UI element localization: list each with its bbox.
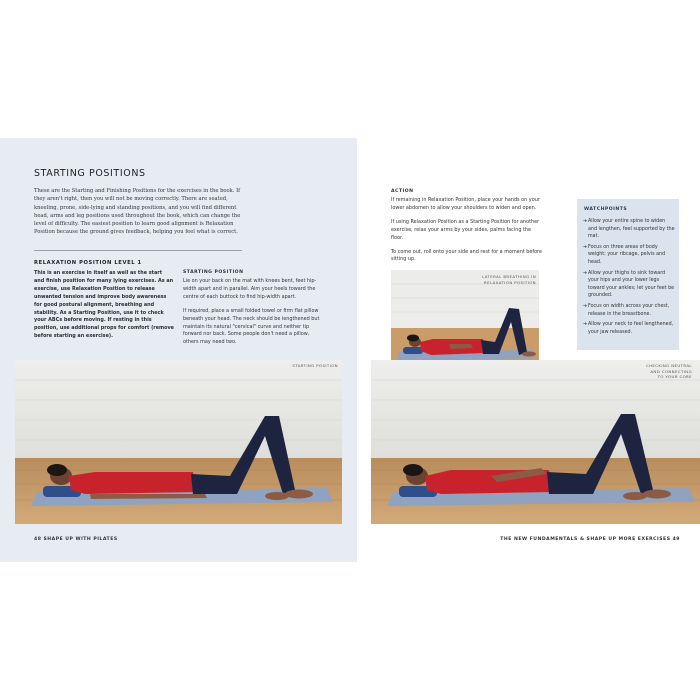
arrow-icon: ➔ (583, 322, 588, 328)
watchpoint-item: ➔ Focus on three areas of body weight: your ribcage, pelvis and head. (583, 244, 666, 265)
section-subtitle: RELAXATION POSITION LEVEL 1 (34, 260, 142, 266)
action-paragraph: If using Relaxation Position as a Starting Position for another exercise, relax your arms by your sides, palms facing the floor. (391, 218, 540, 241)
large-photo-caption: CHECKING NEUTRAL AND CONNECTING TO YOUR CORE (645, 363, 692, 380)
watchpoints-box (577, 199, 679, 350)
photo-caption: STARTING POSITION (292, 363, 338, 368)
checking-neutral-photo (371, 360, 700, 524)
starting-paragraph: Lie on your back on the mat with knees bent, feet hip-width apart and in parallel. Aim your heels toward the centre of each buttock to find hip-width apart. (183, 278, 317, 300)
arrow-icon: ➔ (583, 244, 588, 250)
watchpoints-title: WATCHPOINTS (584, 207, 628, 212)
starting-position-heading: STARTING POSITION (183, 270, 244, 275)
action-text (391, 197, 543, 270)
arrow-icon: ➔ (583, 303, 588, 309)
starting-position-text (183, 278, 323, 353)
action-paragraph: If remaining in Relaxation Position, place your hands on your lower abdomen to allow your shoulders to widen and open. (391, 197, 540, 211)
page-title: STARTING POSITIONS (34, 168, 146, 179)
intro-paragraph: These are the Starting and Finishing Positions for the exercises in the book. If they aren't right, then you will not be moving correctly. There are seated, kneeling, prone, side-lying and standing positions, and you will find different head, arms and leg positions used throughout the book, which can change the level of difficulty. The easiest position to learn good alignment is Relaxation Position because the ground gives feedback, helping you feel what is correct. (34, 188, 241, 236)
action-heading: ACTION (391, 189, 414, 194)
divider (34, 250, 242, 251)
small-photo-caption: LATERAL BREATHING IN RELAXATION POSITION (482, 274, 536, 285)
relaxation-description: This is an exercise in itself as well as the start and finish position for many lying exercises. As an exercise, use Relaxation Position to release unwanted tension and improve body awareness for good postural alignment, breathing and stability. As a Starting Position, use it to check your ABCs before moving. If resting in this position, use additional props for comfort (remove before starting an exercise). (34, 270, 174, 340)
watchpoints-list (583, 218, 675, 339)
left-footer: 48 SHAPE UP WITH PILATES (34, 537, 118, 542)
action-paragraph: To come out, roll onto your side and rest for a moment before sitting up. (391, 248, 543, 263)
watchpoint-item: ➔ Allow your entire spine to widen and lengthen, feel supported by the mat. (583, 219, 675, 240)
watchpoint-item: ➔ Allow your thighs to sink toward your hips and your lower legs toward your ankles; let your feet be grounded. (583, 270, 675, 299)
starting-position-photo (15, 360, 342, 524)
watchpoint-item: ➔ Allow your neck to feel lengthened, your jaw released. (583, 322, 674, 335)
woman-lying-image (15, 360, 342, 524)
woman-lying-hands-on-hips-image (371, 360, 700, 524)
starting-paragraph: If required, place a small folded towel or firm flat pillow beneath your head. The neck should be lengthened but maintain its natural "cervical" curve and neither tip forward nor back. Some people don't need a pillow, others may need two. (183, 307, 320, 346)
watchpoint-item: ➔ Focus on width across your chest, release in the breastbone. (583, 303, 670, 317)
arrow-icon: ➔ (583, 219, 588, 224)
right-footer: THE NEW FUNDAMENTALS & SHAPE UP MORE EXERCISES 49 (500, 537, 680, 542)
arrow-icon: ➔ (583, 270, 588, 276)
